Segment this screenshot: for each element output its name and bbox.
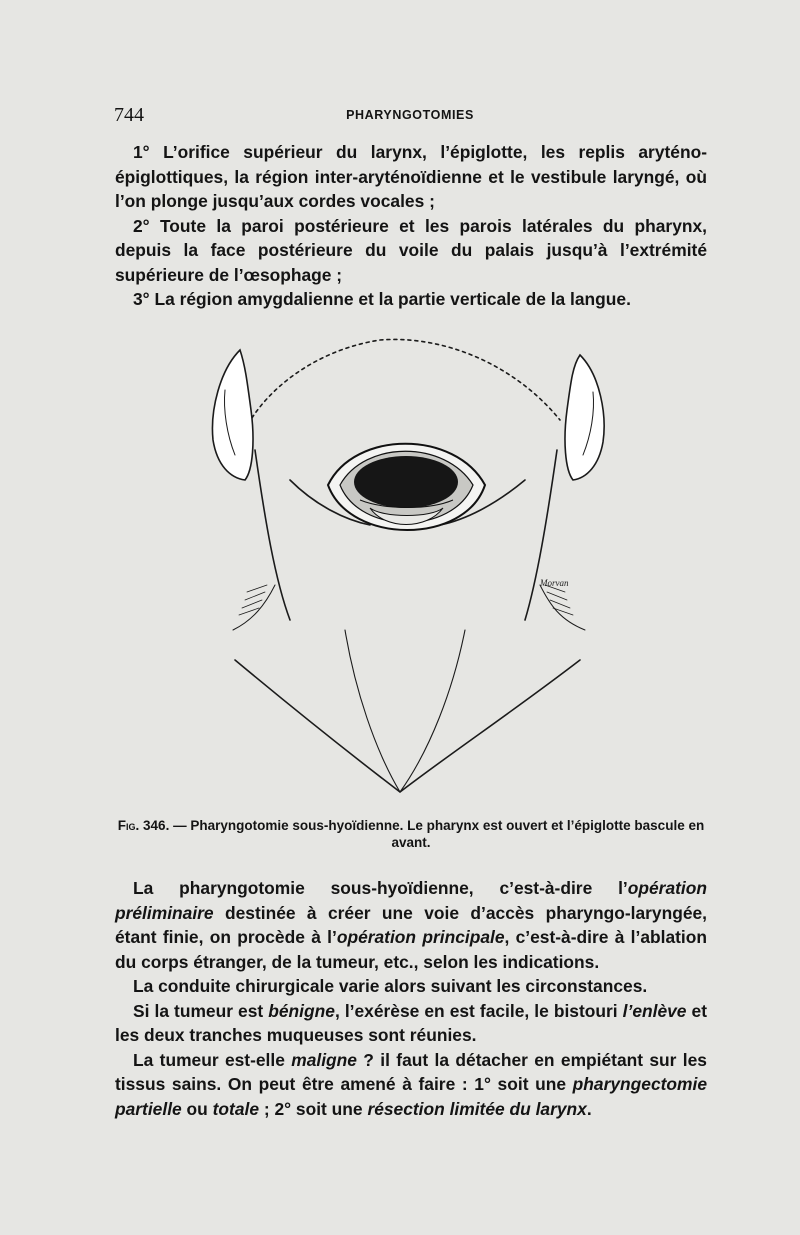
enumerated-list (115, 140, 707, 312)
laryngeal-opening (354, 456, 458, 508)
head-outline (245, 339, 560, 430)
sternal-notch (235, 660, 580, 792)
paragraph-2: La conduite chirurgicale varie alors suivant les circonstances. (133, 976, 648, 996)
figure-caption (115, 817, 707, 851)
paragraph-1: La pharyngotomie sous-hyoïdienne, c’est-à-dire l’opération préliminaire destinée à créer une voie d’accès pharyngo-laryngée, étant finie, on procède à l’opération principale, c’est-à-dire à l’ablation du corps étranger, de la tumeur, etc., selon les indications. (115, 878, 707, 972)
list-item-3: 3° La région amygdalienne et la partie verticale de la langue. (133, 289, 631, 309)
caption-label: Fig. 346. (117, 818, 170, 833)
pharyngotomy-illustration (195, 330, 615, 810)
list-item-1: 1° L’orifice supérieur du larynx, l’épiglotte, les replis aryténo-épiglottiques, la région inter-aryténoïdienne et le vestibule laryngé, où l’on plonge jusqu’aux cordes vocales ; (115, 142, 707, 211)
artist-signature: Morvan (540, 578, 569, 588)
caption-text: — Pharyngotomie sous-hyoïdienne. Le pharynx est ouvert et l’épiglotte bascule en avant. (173, 818, 705, 850)
left-ear (212, 350, 253, 480)
figure-346 (195, 330, 615, 810)
running-head (114, 104, 706, 128)
page-number: 744 (114, 104, 144, 126)
right-ear (565, 355, 604, 480)
neck-left-side (255, 450, 290, 620)
open-pharynx (328, 444, 485, 530)
body-text (115, 876, 707, 1121)
paragraph-3: Si la tumeur est bénigne, l’exérèse en est facile, le bistouri l’enlève et les deux tranches muqueuses sont réunies. (115, 1000, 707, 1045)
running-title: PHARYNGOTOMIES (346, 108, 474, 122)
paragraph-4: La tumeur est-elle maligne ? il faut la détacher en empiétant sur les tissus sains. On peut être amené à faire : 1° soit une pharyngectomie partielle ou totale ; 2° soit une résection limitée du larynx. (115, 1049, 707, 1119)
list-item-2: 2° Toute la paroi postérieure et les parois latérales du pharynx, depuis la face postérieure du voile du palais jusqu’à l’extrémité supérieure de l’œsophage ; (115, 215, 707, 285)
